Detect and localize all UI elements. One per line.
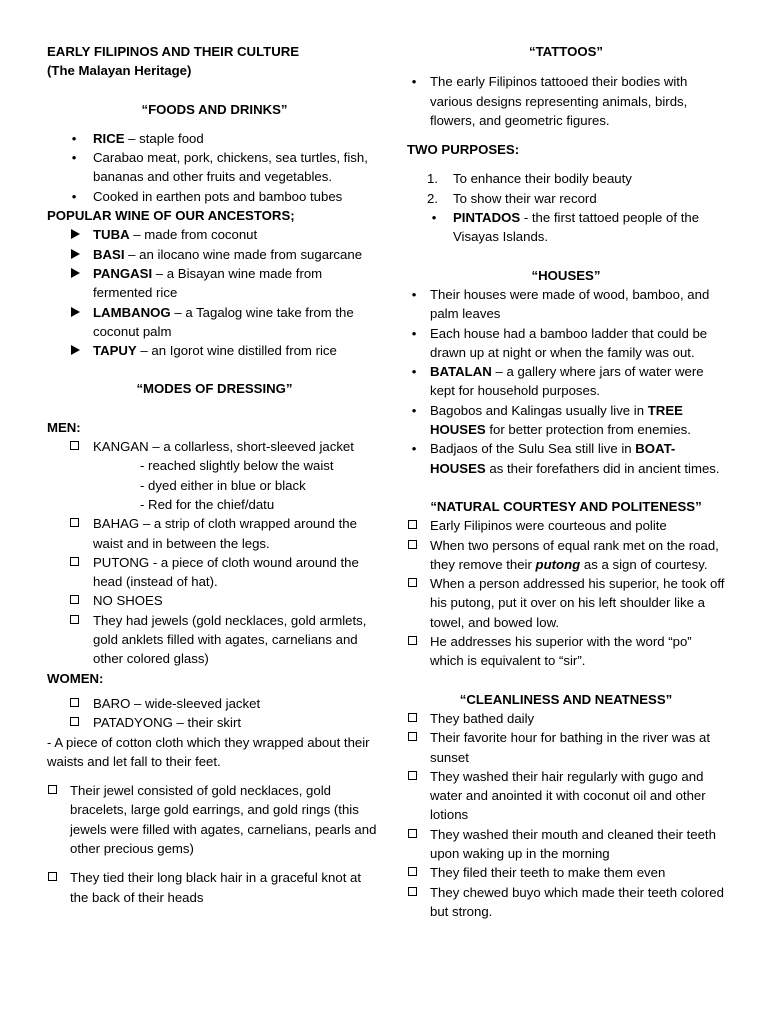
bullet-icon: • xyxy=(411,74,417,90)
wine-list xyxy=(47,225,382,360)
bullet-icon: • xyxy=(71,150,77,166)
document-title: EARLY FILIPINOS AND THEIR CULTURE xyxy=(47,44,300,59)
checkbox-icon xyxy=(70,518,79,527)
checkbox-icon xyxy=(70,698,79,707)
list-item: LAMBANOG – a Tagalog wine take from the coconut palm xyxy=(69,303,382,342)
tattoos-heading: “TATTOOS” xyxy=(529,44,603,59)
list-item: They had jewels (gold necklaces, gold armlets, gold anklets filled with agates, carnelians and other colored glass) xyxy=(69,611,382,669)
checkbox-icon xyxy=(408,867,417,876)
courtesy-list xyxy=(407,516,725,670)
bullet-icon: • xyxy=(411,286,417,302)
list-item: They filed their teeth to make them even xyxy=(407,863,725,882)
checkbox-icon xyxy=(408,829,417,838)
list-item: • Badjaos of the Sulu Sea still live in BOAT-HOUSES as their forefathers did in ancient times. xyxy=(407,439,725,478)
list-item: • Their houses were made of wood, bamboo, and palm leaves xyxy=(407,285,725,324)
cleanliness-list xyxy=(407,709,725,921)
right-column xyxy=(407,42,725,921)
tattoos-list xyxy=(407,72,725,130)
bullet-icon: • xyxy=(411,441,417,457)
women-jewel-list xyxy=(47,781,382,907)
checkbox-icon xyxy=(408,887,417,896)
courtesy-heading: “NATURAL COURTESY AND POLITENESS” xyxy=(430,498,702,514)
houses-heading: “HOUSES” xyxy=(531,267,601,283)
arrow-bullet-icon xyxy=(71,229,80,239)
purposes-list xyxy=(407,169,725,246)
list-item: 2. To show their war record xyxy=(427,189,725,208)
checkbox-icon xyxy=(408,713,417,722)
list-item: They washed their hair regularly with gugo and water and anointed it with coconut oil and other lotions xyxy=(407,767,725,825)
women-list xyxy=(47,694,382,733)
list-item: KANGAN – a collarless, short-sleeved jacket xyxy=(69,437,382,456)
women-label: WOMEN: xyxy=(47,670,104,686)
foods-heading: “FOODS AND DRINKS” xyxy=(141,101,288,117)
bullet-icon: • xyxy=(431,210,437,226)
checkbox-icon xyxy=(408,732,417,741)
list-item: • PINTADOS - the first tattoed people of the Visayas Islands. xyxy=(427,208,725,247)
list-item: He addresses his superior with the word “po” which is equivalent to “sir”. xyxy=(407,632,725,671)
list-item: When a person addressed his superior, he took off his putong, put it over on his left shoulder like a towel, and bowed low. xyxy=(407,574,725,632)
document-subtitle: (The Malayan Heritage) xyxy=(47,63,192,79)
list-item: TAPUY – an Igorot wine distilled from rice xyxy=(69,341,382,360)
checkbox-icon xyxy=(408,540,417,549)
checkbox-icon xyxy=(70,595,79,604)
arrow-bullet-icon xyxy=(71,307,80,317)
checkbox-icon xyxy=(408,520,417,529)
list-item: PATADYONG – their skirt xyxy=(69,713,382,732)
list-item: Their jewel consisted of gold necklaces, gold bracelets, large gold earrings, and gold rings (this jewels were filled with agates, carnelians, pearls and other precious gems) xyxy=(47,781,382,858)
cleanliness-heading: “CLEANLINESS AND NEATNESS” xyxy=(459,691,673,707)
list-item: When two persons of equal rank met on the road, they remove their putong as a sign of courtesy. xyxy=(407,536,725,575)
list-item: PANGASI – a Bisayan wine made from fermented rice xyxy=(69,264,382,303)
bullet-icon: • xyxy=(71,130,77,146)
bullet-icon: • xyxy=(71,188,77,204)
arrow-bullet-icon xyxy=(71,249,80,259)
checkbox-icon xyxy=(408,771,417,780)
checkbox-icon xyxy=(70,717,79,726)
patadyong-note: - A piece of cotton cloth which they wrapped about their waists and let fall to their feet. xyxy=(47,734,370,769)
arrow-bullet-icon xyxy=(71,268,80,278)
list-item: 1. To enhance their bodily beauty xyxy=(427,169,725,188)
checkbox-icon xyxy=(408,636,417,645)
list-item: • RICE – staple food xyxy=(67,129,382,148)
list-item: Their favorite hour for bathing in the river was at sunset xyxy=(407,728,725,767)
men-label: MEN: xyxy=(47,419,81,435)
bullet-icon: • xyxy=(411,364,417,380)
foods-list xyxy=(47,129,382,206)
list-item: • BATALAN – a gallery where jars of water were kept for household purposes. xyxy=(407,362,725,401)
checkbox-icon xyxy=(70,615,79,624)
left-column xyxy=(47,42,382,907)
checkbox-icon xyxy=(70,441,79,450)
list-item: They chewed buyo which made their teeth colored but strong. xyxy=(407,883,725,922)
checkbox-icon xyxy=(48,785,57,794)
checkbox-icon xyxy=(408,578,417,587)
list-item: They tied their long black hair in a graceful knot at the back of their heads xyxy=(47,868,382,907)
list-item: • Cooked in earthen pots and bamboo tubes xyxy=(67,187,382,206)
kangan-detail: - reached slightly below the waist xyxy=(140,458,334,474)
list-item: • Each house had a bamboo ladder that could be drawn up at night or when the family was out. xyxy=(407,324,725,363)
houses-list xyxy=(407,285,725,478)
list-item: They washed their mouth and cleaned their teeth upon waking up in the morning xyxy=(407,825,725,864)
list-item: • Bagobos and Kalingas usually live in TREE HOUSES for better protection from enemies. xyxy=(407,401,725,440)
list-number: 2. xyxy=(427,190,438,206)
men-list xyxy=(47,437,382,456)
list-item: NO SHOES xyxy=(69,591,382,610)
bullet-icon: • xyxy=(411,325,417,341)
list-item: PUTONG - a piece of cloth wound around the head (instead of hat). xyxy=(69,553,382,592)
list-item: TUBA – made from coconut xyxy=(69,225,382,244)
list-item: BARO – wide-sleeved jacket xyxy=(69,694,382,713)
men-list-continued xyxy=(47,514,382,668)
arrow-bullet-icon xyxy=(71,345,80,355)
wine-heading: POPULAR WINE OF OUR ANCESTORS; xyxy=(47,208,295,224)
list-item: • Carabao meat, pork, chickens, sea turtles, fish, bananas and other fruits and vegetables. xyxy=(67,148,382,187)
kangan-detail: - Red for the chief/datu xyxy=(140,496,275,512)
dressing-heading: “MODES OF DRESSING” xyxy=(136,381,293,397)
checkbox-icon xyxy=(70,557,79,566)
list-item: • The early Filipinos tattooed their bodies with various designs representing animals, birds, flowers, and geometric figures. xyxy=(407,72,725,130)
checkbox-icon xyxy=(48,872,57,881)
purposes-label: TWO PURPOSES: xyxy=(407,142,520,158)
list-item: Early Filipinos were courteous and polite xyxy=(407,516,725,535)
kangan-detail: - dyed either in blue or black xyxy=(140,477,306,493)
list-item: BAHAG – a strip of cloth wrapped around the waist and in between the legs. xyxy=(69,514,382,553)
bullet-icon: • xyxy=(411,402,417,418)
list-item: BASI – an ilocano wine made from sugarcane xyxy=(69,245,382,264)
list-item: They bathed daily xyxy=(407,709,725,728)
list-number: 1. xyxy=(427,171,438,187)
